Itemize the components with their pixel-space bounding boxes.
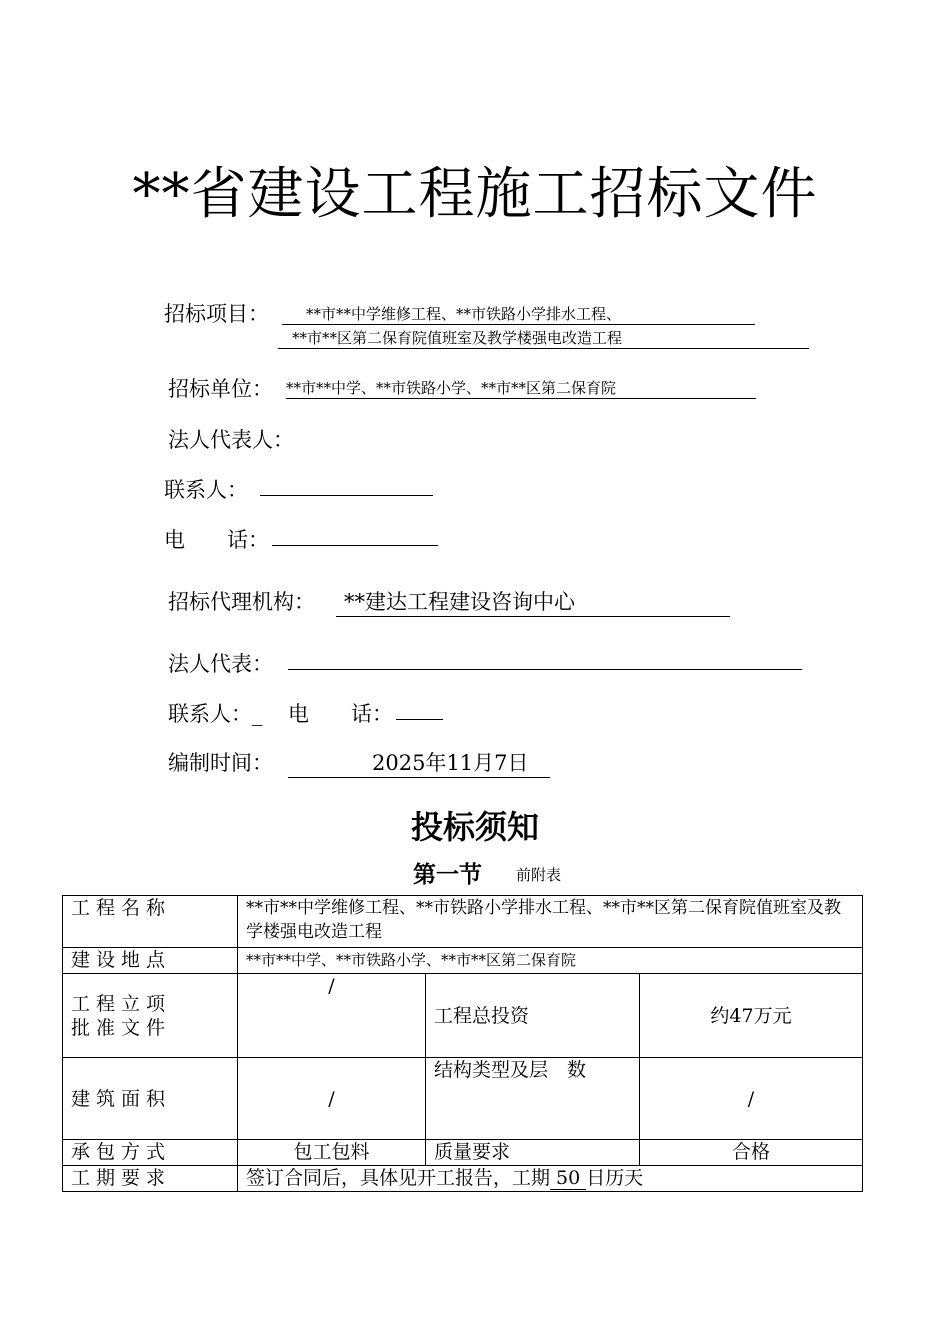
quality-label: 质量要求 — [426, 1140, 640, 1166]
project-line-1: **市**中学维修工程、**市铁路小学排水工程、 — [282, 303, 755, 325]
approval-label — [63, 974, 238, 1058]
project-label: 招标项目： — [164, 302, 269, 326]
subsection-note: 前附表 — [516, 866, 562, 884]
quality-value: 合格 — [640, 1140, 863, 1166]
area-label: 建筑面积 — [63, 1058, 238, 1140]
structure-value: / — [640, 1058, 863, 1140]
project-name-text: **市**中学维修工程、**市铁路小学排水工程、**市**区第二保育院值班室及教学楼强电改造工程 — [246, 898, 841, 942]
agency-phone-label: 电 话： — [288, 702, 393, 726]
table-row — [63, 1058, 863, 1140]
tenderer-label: 招标单位： — [168, 377, 273, 401]
period-value — [238, 1166, 863, 1192]
structure-label: 结构类型及层 数 — [426, 1058, 640, 1140]
table-row — [63, 1140, 863, 1166]
compiled-label: 编制时间： — [168, 751, 273, 775]
table-row — [63, 948, 863, 974]
period-days: 50 — [550, 1167, 586, 1190]
location-value: **市**中学、**市铁路小学、**市**区第二保育院 — [238, 948, 863, 974]
project-name-value — [238, 896, 863, 948]
contact-label: 联系人： — [164, 478, 248, 502]
tenderer-value: **市**中学、**市铁路小学、**市**区第二保育院 — [286, 377, 756, 399]
period-label: 工期要求 — [63, 1166, 238, 1192]
approval-label-1: 工程立项 — [71, 992, 172, 1015]
table-row — [63, 1166, 863, 1192]
area-value: / — [238, 1058, 426, 1140]
subsection-title: 第一节 — [413, 862, 482, 888]
project-name-label: 工程名称 — [63, 896, 238, 948]
contract-label: 承包方式 — [63, 1140, 238, 1166]
contract-value: 包工包料 — [238, 1140, 426, 1166]
table-row — [63, 974, 863, 1058]
phone-blank — [272, 545, 438, 546]
agency-contact-label: 联系人：_ — [168, 702, 263, 726]
approval-label-2: 批准文件 — [71, 1016, 172, 1039]
invest-value: 约47万元 — [640, 974, 863, 1058]
agency-label: 招标代理机构： — [168, 590, 315, 614]
document-title: **省建设工程施工招标文件 — [132, 162, 818, 227]
phone-label: 电 话： — [164, 528, 269, 552]
approval-value: / — [238, 974, 426, 1058]
front-table — [62, 895, 863, 1192]
location-label: 建设地点 — [63, 948, 238, 974]
period-prefix: 签订合同后，具体见开工报告，工期 — [246, 1167, 551, 1189]
period-suffix: 日历天 — [586, 1167, 644, 1189]
contact-blank — [260, 495, 433, 496]
project-line-2: **市**区第二保育院值班室及教学楼强电改造工程 — [278, 327, 809, 349]
table-row — [63, 896, 863, 948]
agency-legal-rep-label: 法人代表： — [168, 652, 273, 676]
section-title: 投标须知 — [410, 808, 539, 846]
agency-phone-blank — [396, 719, 443, 720]
legal-rep-label: 法人代表人： — [168, 428, 294, 452]
agency-legal-rep-blank — [288, 669, 802, 670]
invest-label: 工程总投资 — [426, 974, 640, 1058]
agency-value: **建达工程建设咨询中心 — [336, 586, 730, 617]
compiled-value: 2025年11月7日 — [288, 747, 550, 778]
